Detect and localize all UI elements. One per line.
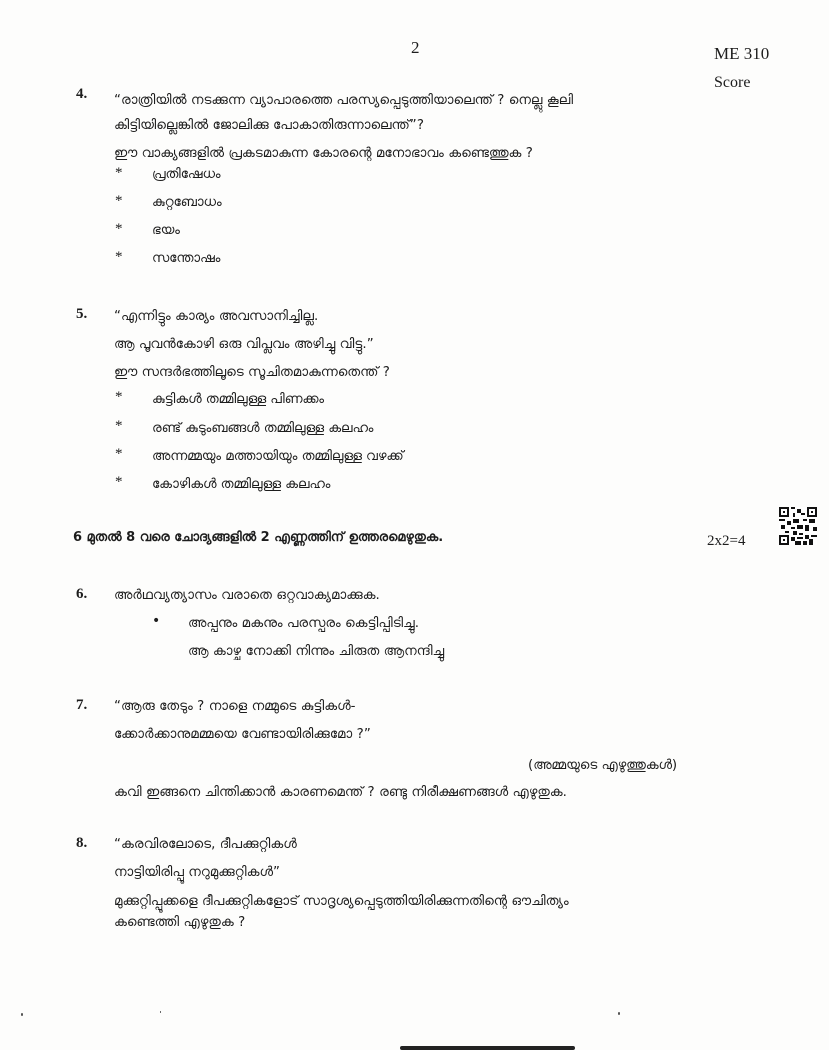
option-item: പ്രതിഷേധം [152,167,221,182]
quote-line: കിട്ടിയില്ലെങ്കിൽ ജോലിക്കു പോകാതിരുന്നാലെന്ത്”? [114,118,425,133]
question-number: 4. [76,86,88,102]
option-item: കുറ്റബോധം [152,195,222,210]
quote-line: “എന്നിട്ടും കാര്യം അവസാനിച്ചില്ല. [114,309,319,324]
asterisk-icon: * [115,446,123,462]
section-instruction: 6 മുതൽ 8 വരെ ചോദ്യങ്ങളിൽ 2 എണ്ണത്തിന് ഉത്തരമെഴുതുക. [73,530,444,545]
quote-line: ക്കോർക്കാനുമമ്മയെ വേണ്ടായിരിക്കുമോ ?” [114,727,371,742]
asterisk-icon: * [115,249,123,265]
question-prompt: കവി ഇങ്ങനെ ചിന്തിക്കാൻ കാരണമെന്ത് ? രണ്ടു നിരീക്ഷണങ്ങൾ എഴുതുക. [114,785,568,800]
scan-speck [618,1012,620,1015]
question-prompt: മുക്കുറ്റിപ്പൂക്കളെ ദീപക്കുറ്റികളോട് സാദൃശ്യപ്പെടുത്തിയിരിക്കുന്നതിന്റെ ഔചിത്യം [114,894,569,909]
asterisk-icon: * [115,474,123,490]
qr-code-icon [779,507,817,545]
option-item: സന്തോഷം [152,251,221,266]
option-item: കുട്ടികൾ തമ്മിലുള്ള പിണക്കം [152,392,324,407]
scan-speck [160,1011,161,1013]
paper-code: ME 310 [714,44,770,63]
question-prompt: ഈ വാക്യങ്ങളിൽ പ്രകടമാകുന്ന കോരന്റെ മനോഭാവം കണ്ടെത്തുക ? [114,146,533,161]
quote-line: “ആരു തേടും ? നാളെ നമ്മുടെ കുട്ടികൾ- [114,699,356,714]
question-number: 6. [76,586,88,602]
question-prompt: അർഥവ്യത്യാസം വരാതെ ഒറ്റവാക്യമാക്കുക. [114,588,380,603]
asterisk-icon: * [115,193,123,209]
asterisk-icon: * [115,221,123,237]
question-number: 8. [76,835,88,851]
question-prompt: കണ്ടെത്തി എഴുതുക ? [114,915,246,930]
sentence-line: അപ്പനും മകനും പരസ്പരം കെട്ടിപ്പിടിച്ചു. [188,616,420,631]
asterisk-icon: * [115,389,123,405]
option-item: കോഴികൾ തമ്മിലുള്ള കലഹം [152,477,331,492]
asterisk-icon: * [115,165,123,181]
score-label: Score [714,74,751,91]
bullet-icon: • [152,613,161,629]
question-number: 7. [76,697,88,713]
scan-edge [400,1046,575,1050]
question-prompt: ഈ സന്ദർഭത്തിലൂടെ സൂചിതമാകുന്നതെന്ത് ? [114,365,390,380]
section-marks: 2x2=4 [707,533,746,549]
scan-speck [21,1013,23,1016]
option-item: രണ്ട് കുടുംബങ്ങൾ തമ്മിലുള്ള കലഹം [152,421,374,436]
quote-line: “കരവിരലോടെ, ദീപക്കുറ്റികൾ [114,837,297,852]
quote-line: ആ പൂവൻകോഴി ഒരു വിപ്ലവം അഴിച്ചു വിട്ടു.” [114,337,374,352]
quote-line: നാട്ടിയിരിപ്പൂ നറുമുക്കുറ്റികൾ” [114,865,281,880]
sentence-line: ആ കാഴ്ച നോക്കി നിന്നും ചിരുത ആനന്ദിച്ചു [188,644,445,659]
option-item: ഭയം [152,223,180,238]
asterisk-icon: * [115,418,123,434]
page-number: 2 [411,38,420,57]
question-number: 5. [76,306,88,322]
quote-line: “രാത്രിയിൽ നടക്കുന്ന വ്യാപാരത്തെ പരസ്യപ്പെടുത്തിയാലെന്ത് ? നെല്ലു കൂലി [114,93,574,108]
source-citation: (അമ്മയുടെ എഴുത്തുകൾ) [528,758,678,773]
option-item: അന്നമ്മയും മത്തായിയും തമ്മിലുള്ള വഴക്ക് [152,449,404,464]
